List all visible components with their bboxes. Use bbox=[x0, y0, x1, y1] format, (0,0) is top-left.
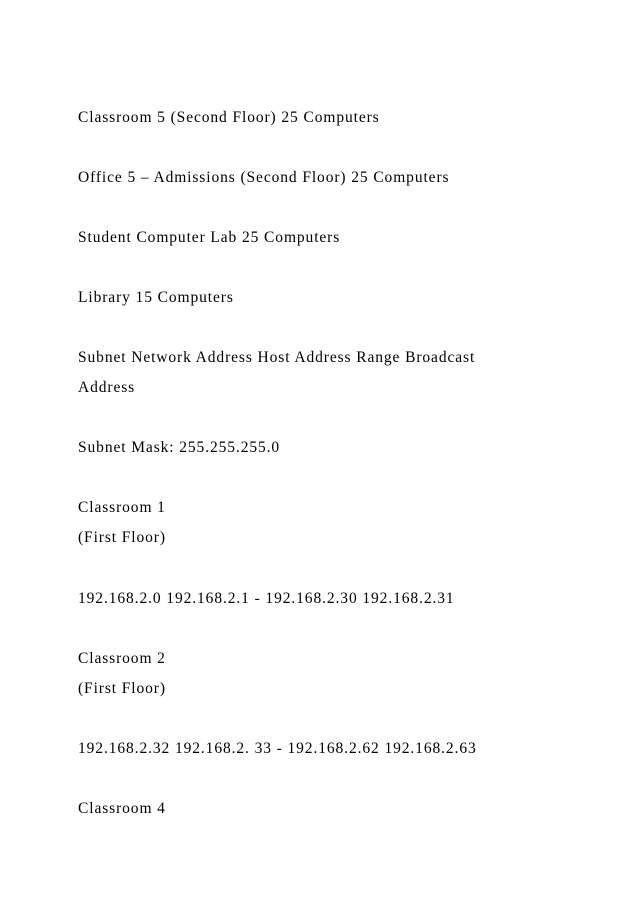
text-line-classroom-1-addresses: 192.168.2.0 192.168.2.1 - 192.168.2.30 192.168.2.31 bbox=[78, 590, 455, 607]
text-line-library: Library 15 Computers bbox=[78, 289, 234, 306]
text-line-classroom-2: Classroom 2 bbox=[78, 650, 166, 667]
text-line-office-5: Office 5 – Admissions (Second Floor) 25 Computers bbox=[78, 169, 450, 186]
text-line-classroom-5: Classroom 5 (Second Floor) 25 Computers bbox=[78, 109, 380, 126]
text-line-classroom-1-floor: (First Floor) bbox=[78, 529, 166, 546]
text-line-subnet-mask: Subnet Mask: 255.255.255.0 bbox=[78, 439, 281, 456]
text-line-table-header: Subnet Network Address Host Address Range Broadcast bbox=[78, 349, 476, 366]
text-line-student-lab: Student Computer Lab 25 Computers bbox=[78, 229, 341, 246]
text-line-classroom-4: Classroom 4 bbox=[78, 800, 166, 817]
text-line-classroom-2-addresses: 192.168.2.32 192.168.2. 33 - 192.168.2.62 192.168.2.63 bbox=[78, 740, 477, 757]
text-line-classroom-1: Classroom 1 bbox=[78, 499, 166, 516]
text-line-classroom-2-floor: (First Floor) bbox=[78, 680, 166, 697]
text-line-table-header-cont: Address bbox=[78, 379, 136, 396]
